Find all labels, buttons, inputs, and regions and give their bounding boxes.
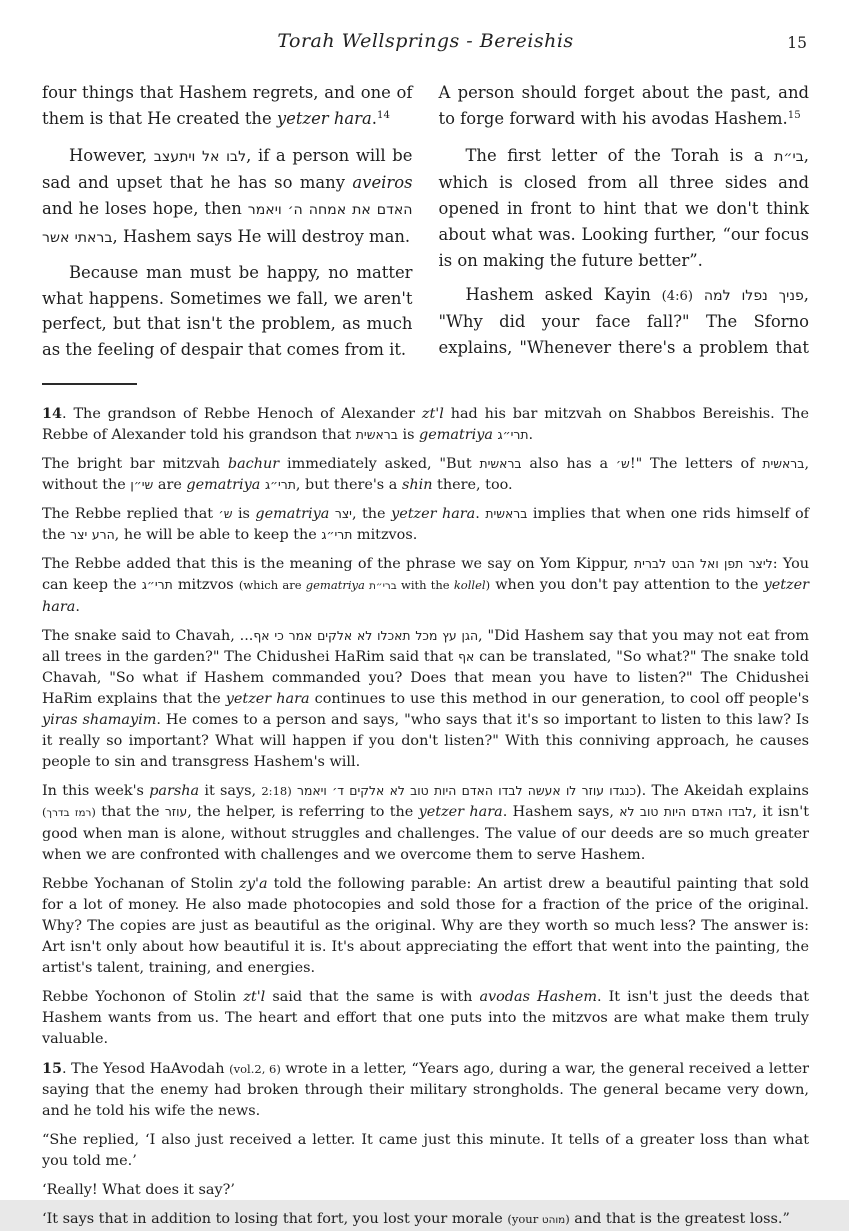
hebrew-text: כנגדו (609, 783, 636, 798)
text-run: is (397, 426, 420, 443)
text-run: said that the same is with (265, 988, 480, 1005)
hebrew-text: אשר (42, 229, 70, 246)
hebrew-text: טוב (639, 804, 659, 819)
hebrew-text: האדם (376, 202, 413, 219)
hebrew-text: בראשית (355, 427, 398, 442)
text-run: , if a person will be sad and upset that he has so many (42, 145, 413, 193)
text-run: (your (507, 1211, 542, 1226)
text-run: , the (351, 505, 392, 522)
text-run: it says, (199, 782, 262, 799)
text-run: yetzer hara (418, 803, 503, 820)
hebrew-text: מכל (415, 628, 438, 643)
text-run: . (75, 598, 80, 615)
hebrew-text: תרי״ג (264, 477, 296, 492)
hebrew-text: עוזר (581, 783, 604, 798)
text-run: yetzer hara (225, 690, 310, 707)
hebrew-text: יצר (334, 506, 352, 521)
text-run: zt'l (243, 988, 266, 1005)
footnote-separator (42, 383, 137, 385)
text-run: gematriya (255, 505, 330, 522)
hebrew-text: הגן (461, 628, 479, 643)
hebrew-text: בראשית (479, 456, 522, 471)
text-run: that the (95, 803, 165, 820)
text-run: , it isn't good when man is alone, without struggles and challenges. The value of our deeds are so much greater when we are confronted with challenges and we overcome them to serve Hashem. (42, 803, 810, 863)
hebrew-text: היות (433, 783, 457, 798)
hebrew-text: תאכלו (377, 628, 411, 643)
hebrew-text: את (352, 202, 371, 219)
text-run: Rebbe Yochonon of Stolin (42, 988, 244, 1005)
text-run: shin (401, 476, 433, 493)
footnote-start-paragraph (42, 403, 809, 446)
hebrew-text: היות (663, 804, 687, 819)
hebrew-text: לבדו (498, 783, 523, 798)
text-run: ‘Really! What does it say?’ (42, 1181, 235, 1198)
hebrew-text: ואל (700, 556, 719, 571)
text-run: . The Yesod HaAvodah (62, 1060, 230, 1077)
text-run: . Hashem says, (502, 803, 620, 820)
paragraph (439, 80, 810, 135)
text-run: Because man must be happy, no matter what happens. Sometimes we fall, we aren't perfect, but that isn't the problem, as much as the feeling of despair that comes from it. (42, 262, 413, 360)
text-run: (which are (238, 577, 306, 592)
text-run: , the helper, is referring to the (187, 803, 419, 820)
text-run: : You can keep the (42, 555, 810, 593)
hebrew-text: בראשית (485, 506, 528, 521)
hebrew-text: למה (703, 287, 731, 304)
text-run: are (153, 476, 187, 493)
hebrew-text: ד׳ (332, 783, 344, 798)
text-run: immediately asked, "But (279, 455, 480, 472)
hebrew-text: תרי״ג (141, 577, 173, 592)
hebrew-text: לא (357, 628, 373, 643)
text-run: “She replied, ‘I also just received a letter. It came just this minute. It tells of a greater loss than what you told me.’ (42, 1131, 809, 1169)
text-run: implies that when one rids himself of the (42, 505, 809, 543)
text-run: aveiros (352, 173, 413, 193)
text-run: mitzvos (172, 576, 239, 593)
text-run: had his bar mitzvah on Shabbos Bereishis. The Rebbe of Alexander told his grandson that (42, 405, 809, 443)
text-run: also has a (521, 455, 616, 472)
text-run: However, (69, 145, 154, 165)
paragraph (42, 1180, 809, 1201)
text-run: Hashem asked Kayin (465, 284, 662, 304)
footnote-ref: 14 (377, 110, 390, 122)
text-run: ) (91, 804, 96, 819)
hebrew-text: אף (253, 628, 270, 643)
paragraph (439, 282, 810, 361)
text-run: , without the (42, 455, 810, 493)
text-run: and he loses hope, then (42, 199, 248, 219)
footnotes-section (42, 403, 809, 1231)
hebrew-text: ש׳ (218, 506, 233, 521)
text-run: gematriya (186, 476, 261, 493)
left-column (42, 80, 413, 363)
hebrew-text: עץ (442, 628, 457, 643)
paragraph (42, 626, 809, 773)
page-title: Torah Wellsprings - Bereishis (277, 30, 574, 52)
footnote-number: 14 (42, 404, 63, 422)
hebrew-text: לא (389, 783, 405, 798)
text-run: In this week's (42, 782, 150, 799)
text-run: The Rebbe added that this is the meaning of the phrase we say on Yom Kippur, (42, 555, 635, 572)
hebrew-text: ויאמר (247, 202, 282, 219)
footnote-number: 15 (42, 1059, 63, 1077)
hebrew-text: לא (619, 804, 635, 819)
text-run: , Hashem says He will destroy man. (112, 226, 411, 246)
hebrew-text: לו (565, 783, 577, 798)
hebrew-text: עוזר (164, 804, 188, 819)
hebrew-text: אלקים (349, 783, 385, 798)
hebrew-text: אף (458, 649, 475, 664)
text-run: . (475, 505, 486, 522)
text-run: is (232, 505, 256, 522)
text-run: gematriya (419, 426, 493, 443)
text-run: , "Why did your face fall?" The Sforno explains, "Whenever there's a problem that (438, 284, 809, 358)
hebrew-text: ליצר (748, 556, 773, 571)
paragraph (42, 504, 809, 546)
text-run: parsha (149, 782, 200, 799)
text-run: The snake said to Chavah, ... (42, 627, 254, 644)
text-run: bachur (227, 455, 280, 472)
hebrew-text: בראתי (74, 229, 113, 246)
text-run: there, too. (432, 476, 513, 493)
hebrew-text: תפן (724, 556, 744, 571)
text-run: , "Did Hashem say that you may not eat from all trees in the garden?" The Chidushei HaRim said that (42, 627, 810, 665)
hebrew-text: אל (202, 148, 220, 165)
text-run: mitzvos. (352, 526, 418, 543)
paragraph (42, 781, 809, 866)
paragraph (42, 260, 413, 363)
text-run: , which is closed from all three sides and opened in front to hint that we don't think about what was. Looking further, “our focus is on making the future better”. (438, 145, 809, 270)
text-run (693, 285, 704, 304)
hebrew-text: ויתעצב (153, 148, 196, 165)
paragraph (42, 1130, 809, 1172)
text-run: ) (565, 1211, 570, 1226)
hebrew-text: בראשית (762, 456, 805, 471)
text-run: The Rebbe replied that (42, 505, 219, 522)
text-run: ‘It says that in addition to losing that fort, you lost your morale (42, 1210, 508, 1227)
text-run: gematriya (305, 577, 365, 592)
hebrew-text: ברי״ת (369, 579, 397, 592)
hebrew-text: שי״ן (130, 477, 154, 492)
hebrew-text: תרי״ג (497, 427, 529, 442)
hebrew-text: תרי״ג (321, 527, 353, 542)
text-run: avodas Hashem (479, 988, 597, 1005)
text-run: yetzer hara (42, 576, 809, 615)
hebrew-text: ה׳ (287, 202, 303, 219)
hebrew-text: אעשה (527, 783, 561, 798)
page-number: 15 (787, 34, 807, 52)
hebrew-text: האדם (691, 804, 723, 819)
paragraph (42, 1209, 809, 1231)
hebrew-text: טוב (410, 783, 429, 798)
hebrew-text: יצר (70, 527, 88, 542)
hebrew-text: אלקים (317, 628, 353, 643)
text-run: . (528, 426, 534, 443)
text-run: yetzer hara (276, 108, 372, 128)
text-run: yiras shamayim (42, 711, 157, 728)
text-run: (vol.2, 6) (229, 1061, 281, 1076)
paragraph (42, 554, 809, 618)
right-column (439, 80, 810, 363)
hebrew-text: רמז (74, 806, 92, 819)
paragraph (42, 80, 413, 135)
hebrew-text: בי״ת (774, 148, 804, 165)
text-run: and that is the greatest loss.” (569, 1210, 790, 1227)
text-run: The first letter of the Torah is a (465, 145, 775, 165)
hebrew-text: בדרך (46, 806, 70, 819)
hebrew-text: הבט (671, 556, 695, 571)
hebrew-text: מוהט (541, 1213, 566, 1226)
main-text-columns (42, 80, 809, 363)
hebrew-text: הרע (91, 527, 115, 542)
text-run: 2:18) (261, 783, 292, 798)
text-run: (4:6) (661, 288, 693, 304)
text-run: with the (396, 577, 454, 592)
footnote-ref: 15 (787, 110, 801, 122)
text-run: wrote in a letter, “Years ago, during a war, the general received a letter saying that the enemy had broken through their military strongholds. The general became very down, and he told his wife the news. (42, 1060, 810, 1119)
text-run: The bright bar mitzvah (42, 455, 228, 472)
text-run: ( (42, 804, 47, 819)
hebrew-text: ויאמר (296, 783, 327, 798)
hebrew-text: פניך (778, 287, 804, 304)
text-run: , but there's a (295, 476, 402, 493)
text-run: kollel (453, 577, 486, 592)
text-run: . It isn't just the deeds that Hashem wants from us. The heart and effort that one puts into the mitzvos are what make them truly valuable. (42, 988, 809, 1047)
text-run: Rebbe Yochanan of Stolin (42, 875, 240, 892)
hebrew-text: לבדו (728, 804, 753, 819)
text-run: zy'a (239, 875, 268, 892)
hebrew-text: אמחה (308, 202, 347, 219)
hebrew-text: האדם (461, 783, 493, 798)
text-run: A person should forget about the past, and to forge forward with his avodas Hashem. (438, 83, 809, 128)
text-run: . He comes to a person and says, "who says that it's so important to listen to this law? Is it really so important? What will happen if you don't listen?" With this conniving approach, he causes people to sin and transgress Hashem's will. (42, 711, 810, 770)
paragraph (42, 987, 809, 1050)
text-run: ). The Akeidah explains (636, 782, 809, 799)
text-run: zt'l (421, 405, 444, 422)
text-run: four things that Hashem regrets, and one of them is that He created the (42, 83, 413, 128)
paragraph (42, 454, 809, 496)
footnote-start-paragraph (42, 1058, 809, 1122)
text-run: . (371, 108, 377, 128)
text-run: . The grandson of Rebbe Henoch of Alexander (62, 405, 422, 422)
paragraph (42, 143, 413, 252)
hebrew-text: לבו (226, 148, 247, 165)
page-header (42, 30, 809, 60)
hebrew-text: ש׳ (615, 456, 630, 471)
text-run: when you don't pay attention to the (490, 576, 764, 593)
text-run: , he will be able to keep the (114, 526, 322, 543)
hebrew-text: כי (274, 628, 284, 643)
paragraph (42, 874, 809, 979)
text-run: yetzer hara (391, 505, 476, 522)
text-run: ) (485, 577, 491, 592)
text-run: can be translated, "So what?" The snake told Chavah, "So what if Hashem commanded you? Does that mean you have to listen?" The Chidushei HaRim explains that the (42, 648, 809, 707)
text-run: !" The letters of (629, 455, 763, 472)
text-run: continues to use this method in our generation, to cool off people's (309, 690, 809, 707)
hebrew-text: נפלו (741, 287, 768, 304)
text-run: told the following parable: An artist drew a beautiful painting that sold for a lot of money. He also made photocopies and sold those for a fraction of the price of the original. Why? The copies are just as beautiful as the original. Why are they worth so much less? The answer is: Art isn't only about how beautiful it is. It's about appreciating the effort that went into the painting, the artist's talent, training, and energies. (42, 875, 810, 976)
paragraph (439, 143, 810, 274)
hebrew-text: אמר (288, 628, 313, 643)
hebrew-text: לברית (634, 556, 667, 571)
